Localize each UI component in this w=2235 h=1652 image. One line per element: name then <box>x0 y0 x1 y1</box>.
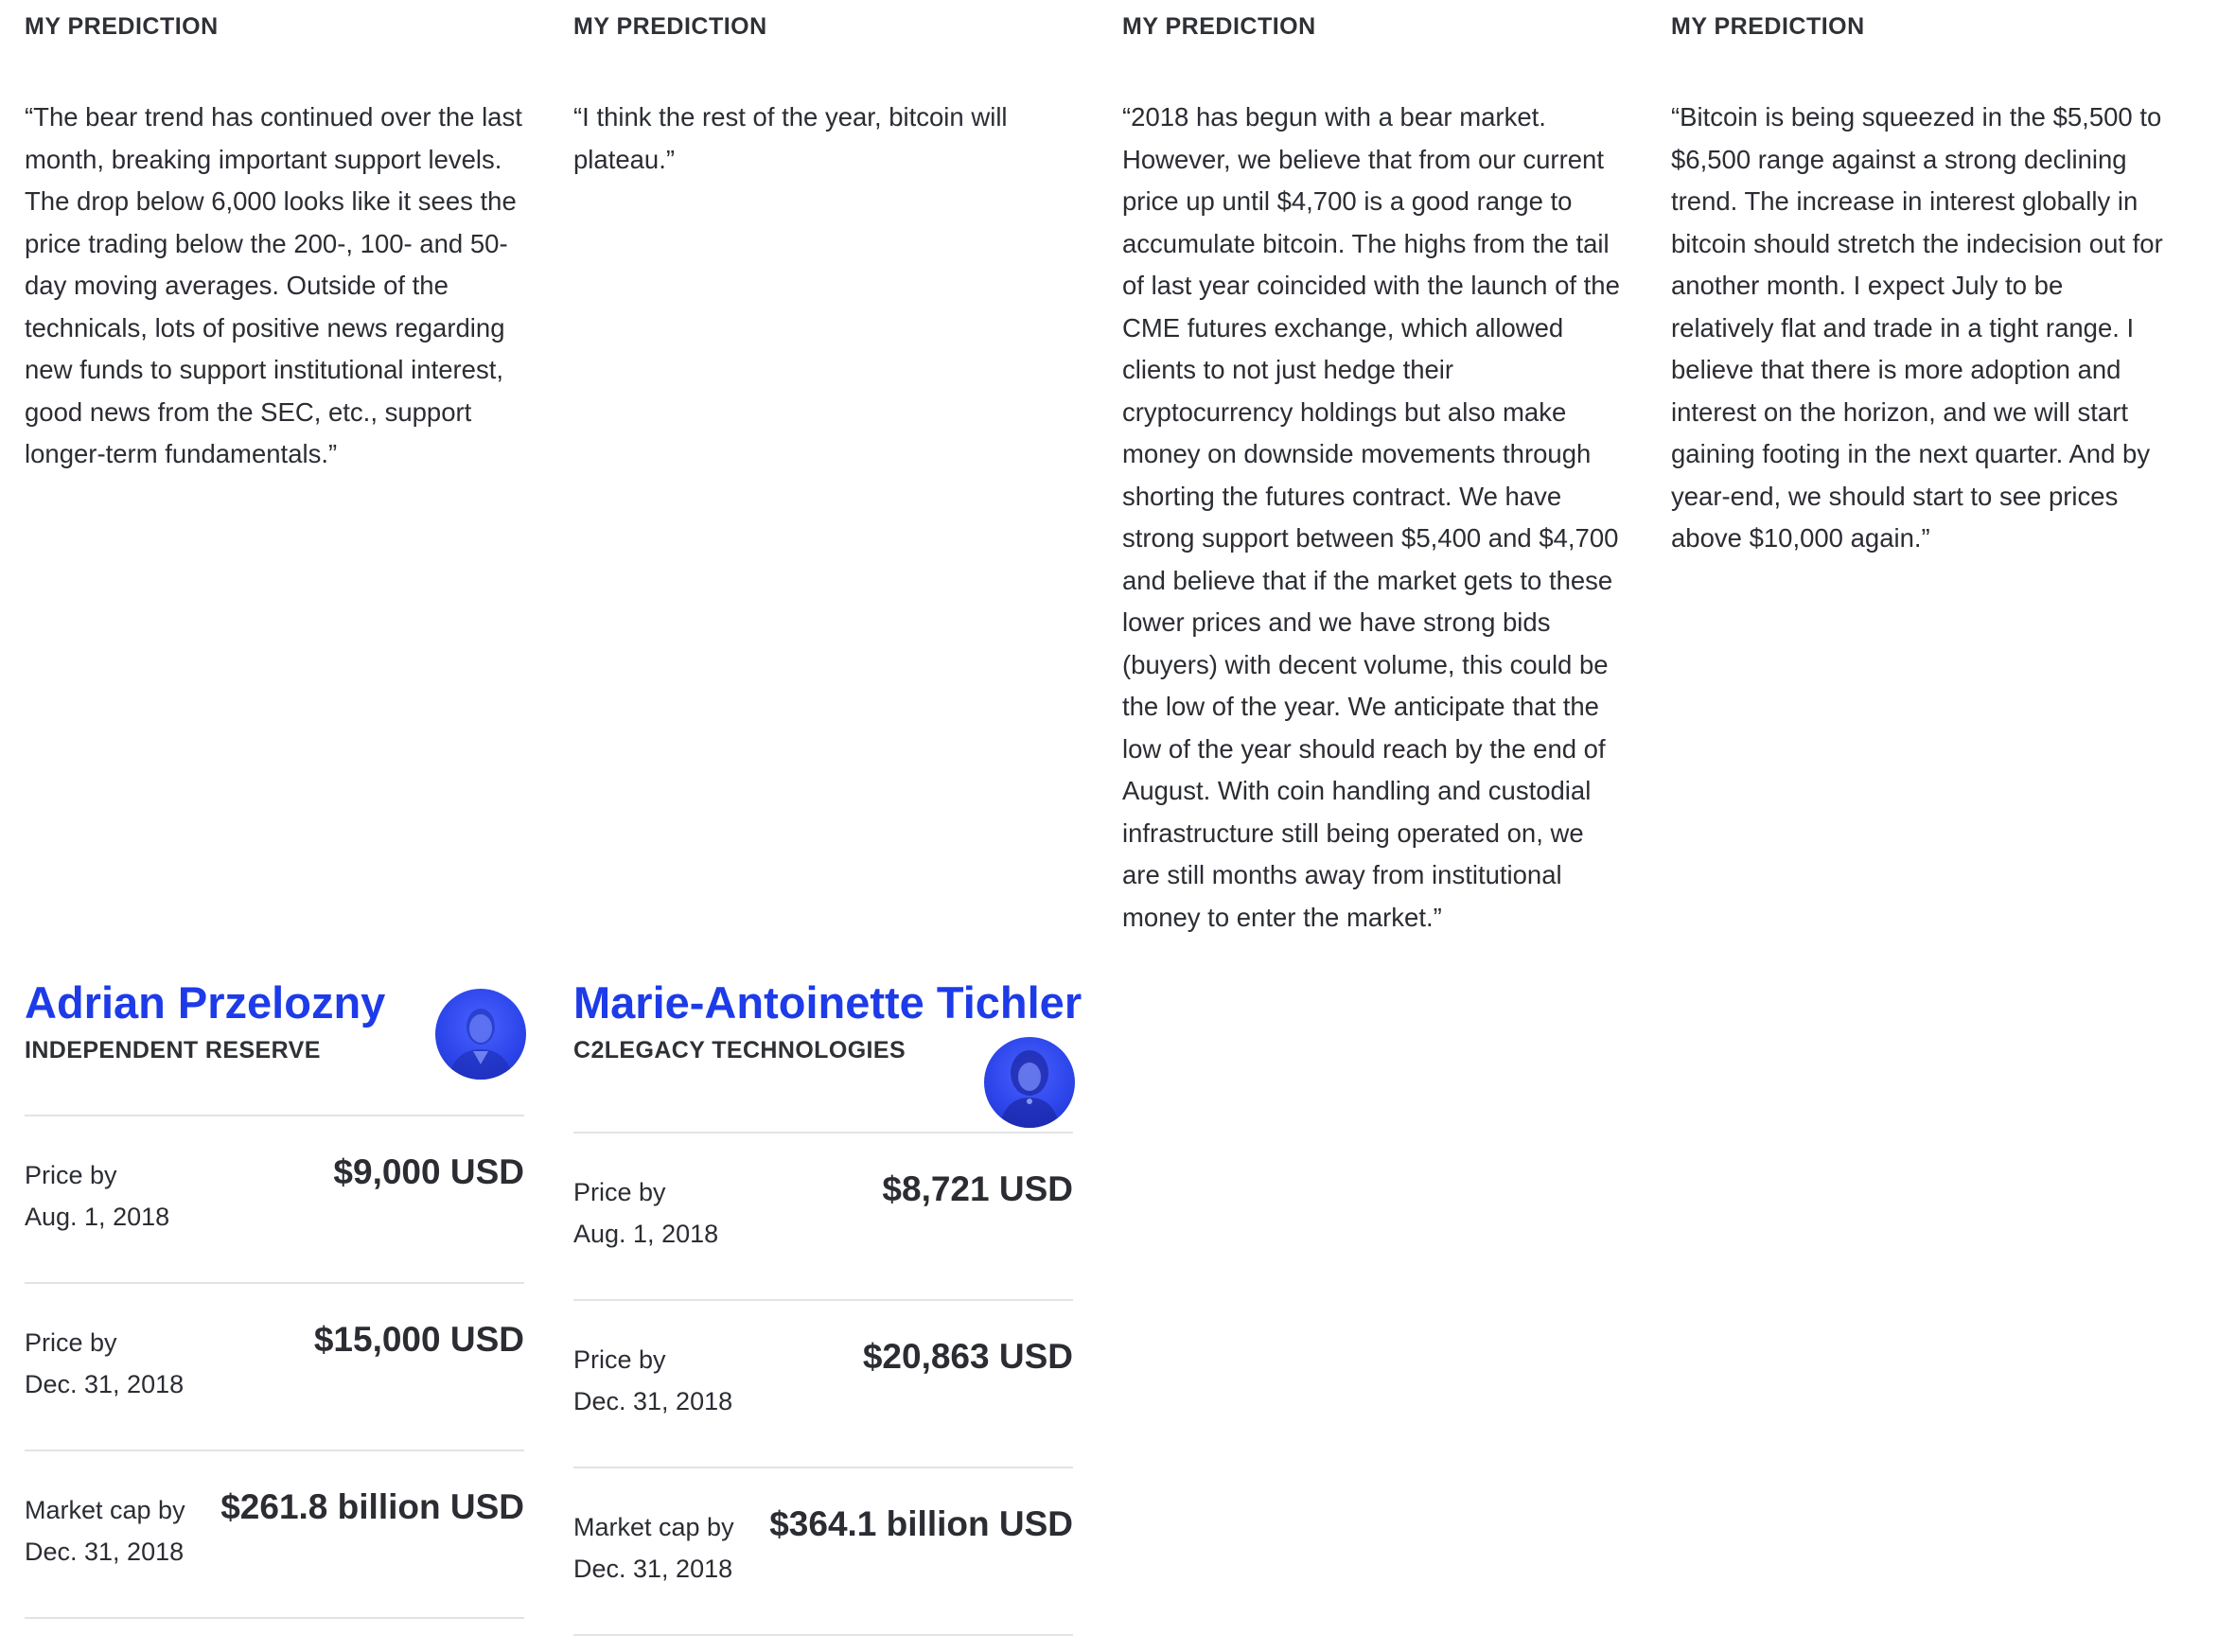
market-cap-value: $261.8 billion USD <box>220 1487 524 1526</box>
person-card-marie-antoinette-tichler <box>573 975 1082 1646</box>
row-label-date: Dec. 31, 2018 <box>25 1538 185 1566</box>
person-company: INDEPENDENT RESERVE <box>25 1037 321 1063</box>
row-label-line: Price by <box>25 1328 117 1357</box>
prediction-text: “I think the rest of the year, bitcoin will plateau.” <box>573 102 1008 174</box>
divider <box>25 1115 524 1116</box>
row-label-date: Dec. 31, 2018 <box>573 1387 733 1415</box>
divider <box>25 1617 524 1619</box>
row-label-line: Price by <box>25 1161 117 1189</box>
person-portrait-icon <box>435 989 526 1080</box>
row-label-line: Price by <box>573 1178 666 1206</box>
row-label <box>573 1506 734 1590</box>
divider <box>573 1634 1073 1636</box>
row-label-date: Aug. 1, 2018 <box>25 1203 170 1231</box>
divider <box>573 1132 1073 1134</box>
person-portrait-icon <box>984 1037 1075 1128</box>
avatar <box>435 989 526 1080</box>
prediction-heading: MY PREDICTION <box>1671 13 1865 40</box>
divider <box>573 1467 1073 1468</box>
row-label-date: Aug. 1, 2018 <box>573 1220 719 1248</box>
prediction-text: “Bitcoin is being squeezed in the $5,500 to $6,500 range against a strong declining trend. The increase in interest globally in bitcoin should stretch the indecision out for another month. I expect July to be relatively flat and trade in a tight range. I believe that there is more adoption and interest on the horizon, and we will start gaining footing in the next quarter. And by year-end, we should start to see prices above $10,000 again.” <box>1671 102 2163 553</box>
person-company: C2LEGACY TECHNOLOGIES <box>573 1037 906 1063</box>
person-name-link[interactable]: Adrian Przelozny <box>25 977 386 1028</box>
market-cap-value: $364.1 billion USD <box>769 1504 1073 1543</box>
prediction-heading: MY PREDICTION <box>573 13 767 40</box>
row-label-date: Dec. 31, 2018 <box>25 1370 185 1398</box>
prediction-heading: MY PREDICTION <box>25 13 219 40</box>
divider <box>25 1450 524 1451</box>
row-label-line: Price by <box>573 1345 666 1374</box>
row-label <box>573 1339 732 1422</box>
row-label <box>25 1154 169 1238</box>
prediction-heading: MY PREDICTION <box>1122 13 1316 40</box>
row-label-line: Market cap by <box>573 1513 734 1541</box>
divider <box>573 1299 1073 1301</box>
prediction-text: “The bear trend has continued over the last month, breaking important support levels. The drop below 6,000 looks like it sees the price trading below the 200-, 100- and 50-day moving averages. Outside of the technicals, lots of positive news regarding new funds to support institutional interest, good news from the SEC, etc., support longer-term fundamentals.” <box>25 102 522 468</box>
price-value: $8,721 USD <box>882 1169 1073 1208</box>
price-value: $9,000 USD <box>333 1152 524 1191</box>
row-label-line: Market cap by <box>25 1496 185 1524</box>
avatar <box>984 1037 1075 1128</box>
divider <box>25 1282 524 1284</box>
price-value: $20,863 USD <box>862 1337 1073 1376</box>
row-label-date: Dec. 31, 2018 <box>573 1555 733 1583</box>
row-label <box>25 1322 184 1405</box>
row-label <box>25 1489 185 1573</box>
person-name-link[interactable]: Marie-Antoinette Tichler <box>573 977 1082 1028</box>
prediction-text: “2018 has begun with a bear market. However, we believe that from our current price up until $4,700 is a good range to accumulate bitcoin. The highs from the tail of last year coincided with the launch of the CME futures exchange, which allowed clients to not just hedge their cryptocurrency holdings but also make money on downside movements through shorting the futures contract. We have strong support between $5,400 and $4,700 and believe that if the market gets to these lower prices and we have strong bids (buyers) with decent volume, this could be the low of the year. We anticipate that the low of the year should reach by the end of August. With coin handling and custodial infrastructure still being operated on, we are still months away from institutional money to enter the market.” <box>1122 102 1620 932</box>
price-value: $15,000 USD <box>313 1320 524 1359</box>
row-label <box>573 1171 718 1255</box>
person-card-adrian-przelozny <box>25 975 524 1627</box>
